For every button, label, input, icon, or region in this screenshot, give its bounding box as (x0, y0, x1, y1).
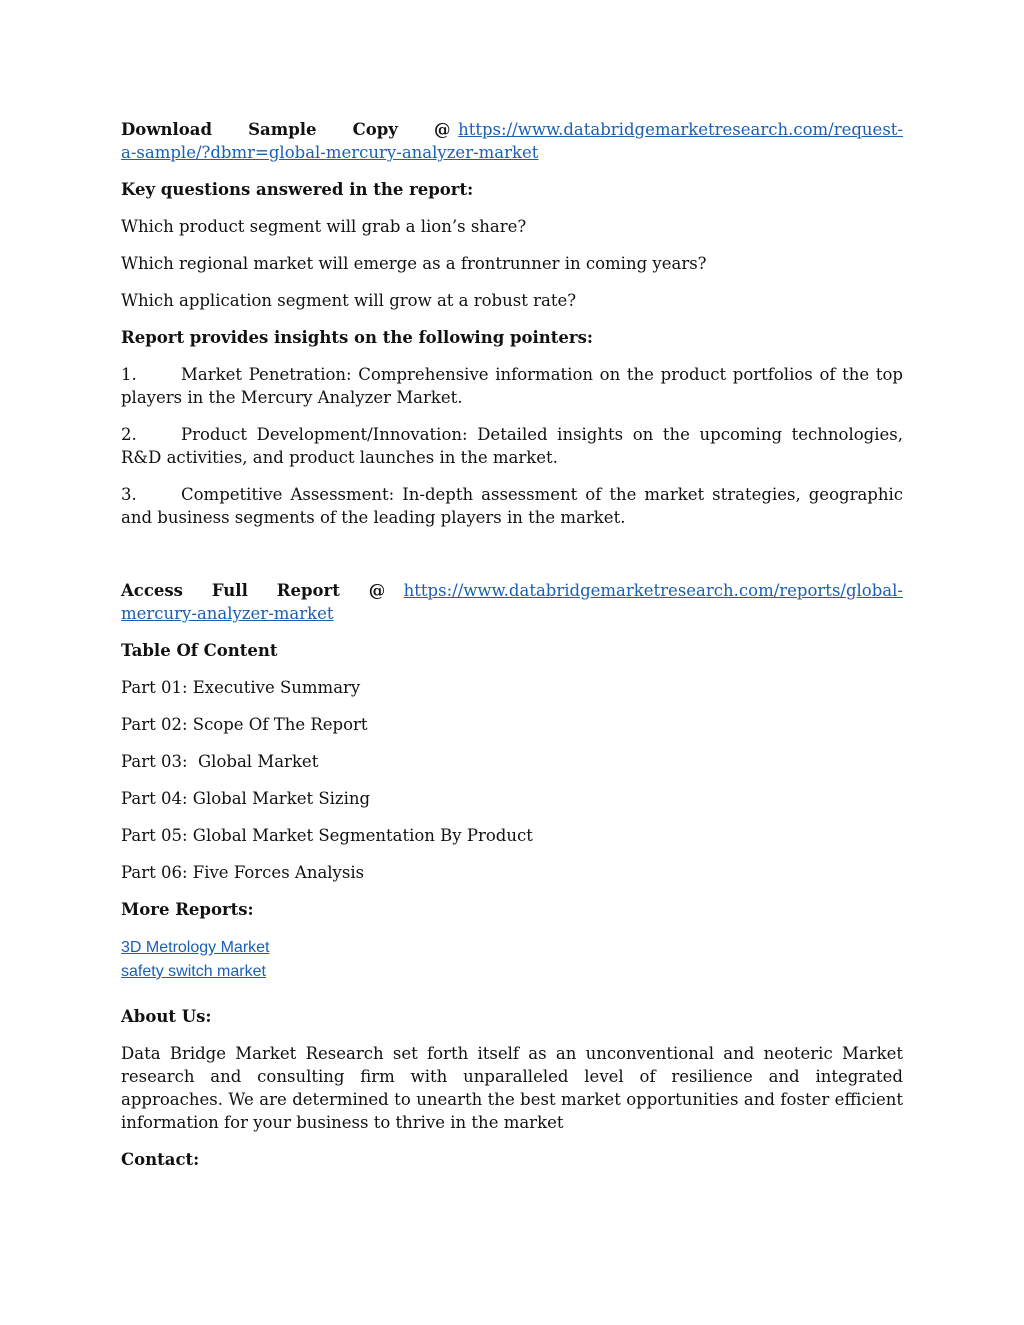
toc-item-4: Part 04: Global Market Sizing (121, 789, 371, 808)
insight-item-1 (121, 363, 903, 409)
insight-item-3 (121, 483, 903, 529)
insight-item-2 (121, 423, 903, 469)
toc-item-2: Part 02: Scope Of The Report (121, 715, 368, 734)
insight-number-3: 3. (121, 485, 137, 504)
access-report-link[interactable]: https://www.databridgemarketresearch.com/reports/global-mercury-analyzer-market (121, 581, 903, 623)
more-report-link-1[interactable]: 3D Metrology Market (121, 939, 270, 956)
about-heading: About Us: (121, 1007, 212, 1026)
toc-heading: Table Of Content (121, 641, 278, 660)
insight-text-1: Market Penetration: Comprehensive information on the product portfolios of the top players in the Mercury Analyzer Market. (121, 365, 903, 407)
access-report-label: Access Full Report @ (121, 581, 386, 600)
more-reports-heading: More Reports: (121, 900, 254, 919)
insight-text-2: Product Development/Innovation: Detailed insights on the upcoming technologies, R&D activities, and product launches in the market. (121, 425, 903, 467)
more-reports-list (121, 935, 903, 983)
key-question-1: Which product segment will grab a lion’s share? (121, 217, 527, 236)
toc-item-5: Part 05: Global Market Segmentation By Product (121, 826, 533, 845)
toc-item-6: Part 06: Five Forces Analysis (121, 863, 365, 882)
access-report-paragraph (121, 579, 903, 625)
more-report-link-2[interactable]: safety switch market (121, 963, 266, 980)
section-spacer (121, 983, 903, 1005)
key-question-2: Which regional market will emerge as a frontrunner in coming years? (121, 254, 707, 273)
contact-heading: Contact: (121, 1150, 200, 1169)
insight-number-2: 2. (121, 425, 137, 444)
download-sample-label: Download Sample Copy @ (121, 120, 451, 139)
download-sample-link[interactable]: https://www.databridgemarketresearch.com/request-a-sample/?dbmr=global-mercury-analyzer-market (121, 120, 903, 162)
key-question-3: Which application segment will grow at a robust rate? (121, 291, 577, 310)
toc-item-3: Part 03: Global Market (121, 752, 319, 771)
download-sample-paragraph (121, 118, 903, 164)
insights-heading: Report provides insights on the following pointers: (121, 328, 593, 347)
toc-item-1: Part 01: Executive Summary (121, 678, 361, 697)
insight-number-1: 1. (121, 365, 137, 384)
document-page (121, 118, 903, 1185)
key-questions-heading: Key questions answered in the report: (121, 180, 474, 199)
insight-text-3: Competitive Assessment: In-depth assessment of the market strategies, geographic and business segments of the leading players in the market. (121, 485, 903, 527)
section-spacer (121, 543, 903, 579)
about-text: Data Bridge Market Research set forth itself as an unconventional and neoteric Market research and consulting firm with unparalleled level of resilience and integrated approaches. We are determined to unearth the best market opportunities and foster efficient information for your business to thrive in the market (121, 1044, 903, 1132)
